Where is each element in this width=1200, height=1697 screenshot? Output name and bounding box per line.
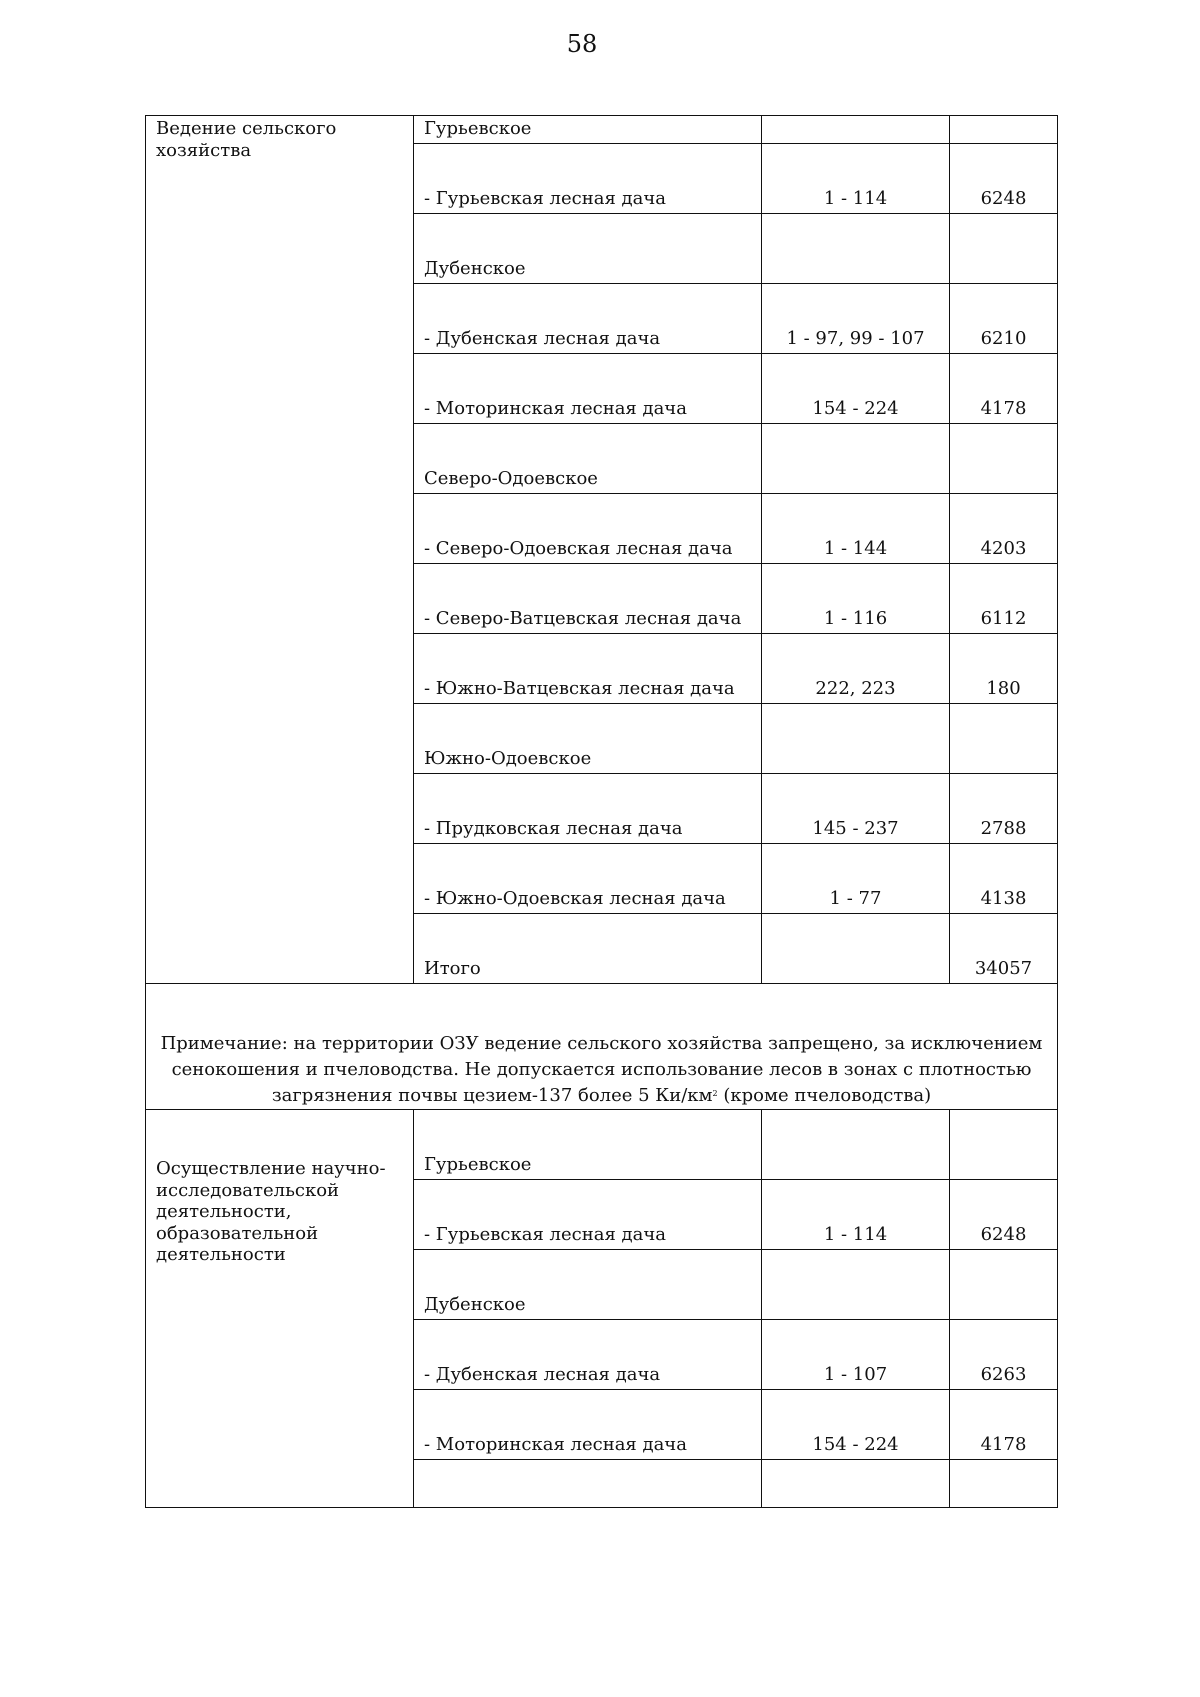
forestry-name-cell: Дубенское (414, 1250, 762, 1320)
area-cell: 4203 (950, 494, 1058, 564)
note-cell (146, 984, 1058, 1110)
note-row (146, 984, 1058, 1110)
area-cell (950, 214, 1058, 284)
forestry-name-cell: - Южно-Одоевская лесная дача (414, 844, 762, 914)
table-row (146, 1110, 1058, 1180)
forestry-name-cell: - Южно-Ватцевская лесная дача (414, 634, 762, 704)
table-body (146, 116, 1058, 1508)
quarters-cell (762, 214, 950, 284)
forestry-name-cell: - Дубенская лесная дача (414, 1320, 762, 1390)
forestry-name-cell: - Прудковская лесная дача (414, 774, 762, 844)
quarters-cell (762, 424, 950, 494)
forestry-name-cell: Гурьевское (414, 1110, 762, 1180)
note-text: Примечание: на территории ОЗУ ведение сельского хозяйства запрещено, за исключением сенокошения и пчеловодства. Не допускается использование лесов в зонах с плотностью загрязнения почвы цезием-137 более 5 Ки/км (160, 1032, 1043, 1106)
area-cell: 2788 (950, 774, 1058, 844)
total-label-cell: Итого (414, 914, 762, 984)
area-cell (950, 1460, 1058, 1508)
forestry-name-cell: - Северо-Ватцевская лесная дача (414, 564, 762, 634)
quarters-cell: 145 - 237 (762, 774, 950, 844)
page-number: 58 (566, 30, 598, 58)
forestry-name-cell: Дубенское (414, 214, 762, 284)
quarters-cell (762, 914, 950, 984)
area-cell: 6248 (950, 144, 1058, 214)
forestry-name-cell: - Гурьевская лесная дача (414, 144, 762, 214)
forestry-name-cell: - Северо-Одоевская лесная дача (414, 494, 762, 564)
forestry-name-cell (414, 1460, 762, 1508)
area-cell: 6248 (950, 1180, 1058, 1250)
quarters-cell: 1 - 77 (762, 844, 950, 914)
area-cell: 4178 (950, 1390, 1058, 1460)
quarters-cell (762, 1110, 950, 1180)
forestry-name-cell: - Дубенская лесная дача (414, 284, 762, 354)
forestry-name-cell: Северо-Одоевское (414, 424, 762, 494)
forestry-name-cell: Гурьевское (414, 116, 762, 144)
quarters-cell: 1 - 107 (762, 1320, 950, 1390)
quarters-cell (762, 116, 950, 144)
area-cell (950, 1110, 1058, 1180)
area-cell (950, 704, 1058, 774)
forest-use-table (145, 115, 1058, 1508)
activity-cell: Осуществление научно-исследовательской деятельности, образовательной деятельности (146, 1110, 414, 1508)
quarters-cell: 1 - 116 (762, 564, 950, 634)
area-cell (950, 424, 1058, 494)
forestry-name-cell: - Моторинская лесная дача (414, 354, 762, 424)
forestry-name-cell: Южно-Одоевское (414, 704, 762, 774)
area-cell: 6112 (950, 564, 1058, 634)
total-area-cell: 34057 (950, 914, 1058, 984)
quarters-cell: 1 - 144 (762, 494, 950, 564)
forestry-name-cell: - Моторинская лесная дача (414, 1390, 762, 1460)
area-cell (950, 1250, 1058, 1320)
area-cell: 6263 (950, 1320, 1058, 1390)
area-cell: 180 (950, 634, 1058, 704)
forestry-name-cell: - Гурьевская лесная дача (414, 1180, 762, 1250)
quarters-cell (762, 1250, 950, 1320)
quarters-cell: 154 - 224 (762, 354, 950, 424)
area-cell: 4178 (950, 354, 1058, 424)
quarters-cell: 1 - 114 (762, 1180, 950, 1250)
activity-cell: Ведение сельского хозяйства (146, 116, 414, 984)
quarters-cell (762, 1460, 950, 1508)
area-cell: 6210 (950, 284, 1058, 354)
area-cell: 4138 (950, 844, 1058, 914)
quarters-cell: 1 - 97, 99 - 107 (762, 284, 950, 354)
note-text-end: (кроме пчеловодства) (717, 1084, 932, 1106)
quarters-cell: 1 - 114 (762, 144, 950, 214)
quarters-cell: 154 - 224 (762, 1390, 950, 1460)
table-row (146, 116, 1058, 144)
quarters-cell (762, 704, 950, 774)
area-cell (950, 116, 1058, 144)
quarters-cell: 222, 223 (762, 634, 950, 704)
unit-superscript: 2 (712, 1088, 718, 1098)
